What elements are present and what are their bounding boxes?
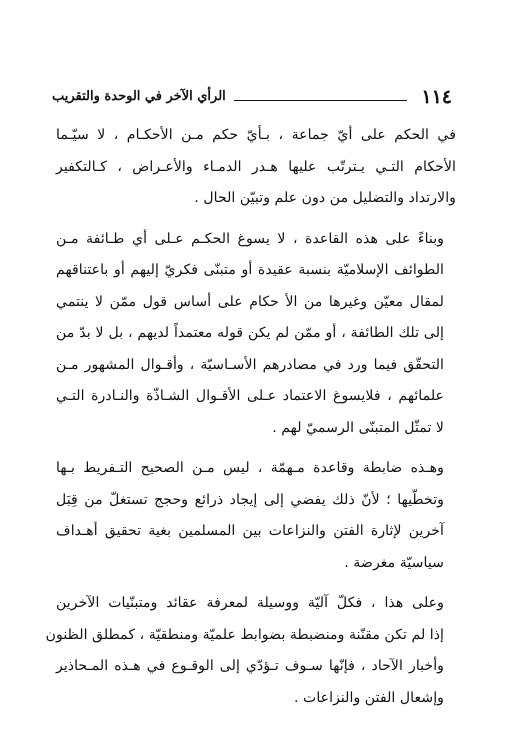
- text-line: في الحكم على أيّ جماعة ، بـأيّ حكم مـن الأحكـام ، لا سيّـما: [56, 127, 456, 143]
- paragraph-2: [56, 224, 456, 445]
- text-line: وهـذه ضابطة وقاعدة مـهمّة ، ليس مـن الصحيح التـفريط بـها: [56, 460, 444, 476]
- text-line: إذا لم تكن مقنّنة ومنضبطة بضوابط علميّة ومنطقيّة ، كمطلق الظنون: [45, 626, 444, 643]
- text-line: إلى تلك الطائفة ، أو ممّن لم يكن قوله معتمداً لديهم ، بل لا بدّ من: [56, 325, 444, 341]
- text-line: وعلى هذا ، فكلّ آليّة ووسيلة لمعرفة عقائد ومتبنّيات الآخرين: [56, 595, 444, 611]
- header-rule: [234, 100, 408, 101]
- body-text: [45, 120, 456, 723]
- text-line: والارتداد والتضليل من دون علم وتبيّن الحال .: [194, 190, 456, 206]
- text-line: وبناءً على هذه القاعدة ، لا يسوغ الحكـم عـلى أي طـائفة مـن: [56, 230, 444, 247]
- page-number: ١١٤: [421, 86, 452, 108]
- text-line: سياسيّة مغرضة .: [344, 554, 444, 571]
- page-header: [52, 82, 452, 108]
- text-line: لا تمثّل المتبنّى الرسميّ لهم .: [272, 419, 444, 436]
- text-line: الطوائف الإسلاميّة بنسبة عقيدة أو متبنّى فكريّ إليهم أو باعتناقهم: [56, 262, 444, 278]
- text-line: لمقال معيّن وغيرها من الأ حكام على أساس قول ممّن لا ينتمي: [56, 293, 444, 310]
- paragraph-4: [45, 588, 456, 714]
- text-line: وتخطّيها ؛ لأنّ ذلك يفضي إلى إيجاد ذرائع وحجج تستغلّ من قِبَل: [56, 491, 444, 508]
- text-line: آخرين لإثارة الفتن والنزاعات بين المسلمين بغية تحقيق أهـداف: [56, 523, 444, 539]
- text-line: علمائهم ، فلايسوغ الاعتماد عـلى الأقـوال الشـاذّة والنـادرة التـي: [56, 388, 444, 404]
- text-line: التحقّق فيما ورد في مصادرهم الأسـاسيّة ، وأقـوال المشهور مـن: [56, 356, 444, 373]
- text-line: الأحكام التـي يـترتّب عليها هـدر الدمـاء والأعـراض ، كـالتكفير: [56, 158, 456, 175]
- text-line: وأخبار الآحاد ، فإنّها سـوف تـؤدّي إلى الوقـوع في هـذه المـحاذير: [56, 658, 444, 674]
- running-title: الرأي الآخر في الوحدة والتقريب: [52, 89, 226, 104]
- paragraph-3: [56, 453, 456, 579]
- text-line: وإشعال الفتن والنزاعات .: [293, 689, 444, 706]
- paragraph-1: [56, 120, 456, 215]
